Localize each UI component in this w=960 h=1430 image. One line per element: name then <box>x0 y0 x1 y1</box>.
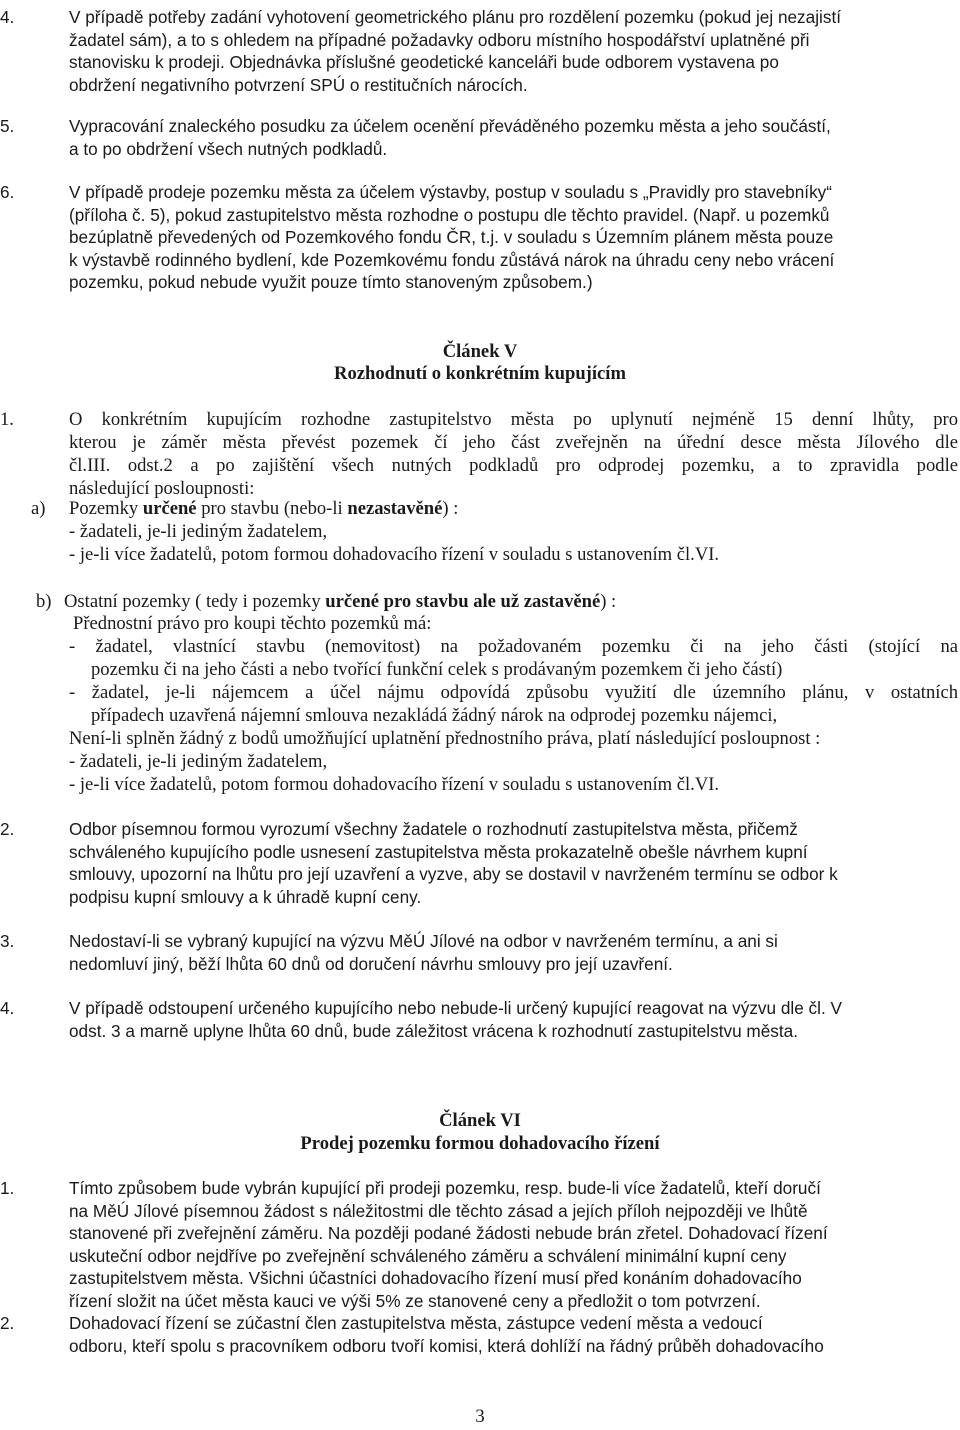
item-text <box>69 818 954 908</box>
text-line: Odbor písemnou formou vyrozumí všechny žadatele o rozhodnutí zastupitelstva města, přičemž <box>69 819 798 839</box>
text-line: čl.III. odst.2 a po zajištění všech nutných podkladů pro odprodej pozemku, a to zpravidla podle <box>69 455 958 476</box>
text-line: následující posloupnosti: <box>69 478 255 499</box>
fallback-dash-1: - žadateli, je-li jediným žadatelem, <box>69 751 328 772</box>
text-run-bold: určené <box>142 498 197 519</box>
text-line: a to po obdržení všech nutných podkladů. <box>69 138 388 159</box>
text-line: obdržení negativního potvrzení SPÚ o restitučních nárocích. <box>69 74 528 95</box>
text-line: odboru, kteří spolu s pracovníkem odboru tvoří komisi, která dohlíží na řádný průběh dohadovacího <box>69 1335 824 1356</box>
text-line: V případě prodeje pozemku města za účelem výstavby, postup v souladu s „Pravidly pro stavebníky“ <box>69 182 832 202</box>
item-text <box>69 1177 954 1313</box>
preference-intro: Přednostní právo pro koupi těchto pozemků má: <box>73 613 432 634</box>
text-line: - žadatel, je-li nájemcem a účel nájmu odpovídá způsobu využití dle územního plánu, v ostatních <box>69 682 958 703</box>
text-run-bold: nezastavěné <box>347 498 443 519</box>
subitem-b-text <box>64 590 616 613</box>
item-text <box>69 181 954 294</box>
item-number: 2. <box>0 819 15 839</box>
text-line: schváleného kupujícího podle usnesení zastupitelstva města prokazatelně obešle návrhem kupní <box>69 841 808 862</box>
text-line: (příloha č. 5), pokud zastupitelstvo města rozhodne o postupu dle těchto pravidel. (Např. u pozemků <box>69 204 830 225</box>
item-number: 1. <box>0 1178 15 1198</box>
article-5-title: Článek V <box>442 341 518 362</box>
text-line: uskuteční odbor nejdříve po zveřejnění schváleného záměru a schválení minimální kupní ceny <box>69 1245 787 1266</box>
text-run-bold: určené pro stavbu ale už zastavěné <box>325 591 601 612</box>
text-run: Ostatní pozemky ( tedy i pozemky <box>64 591 326 612</box>
text-line: Vypracování znaleckého posudku za účelem ocenění převáděného pozemku města a jeho součástí, <box>69 116 831 136</box>
text-line: bezúplatně převedených od Pozemkového fondu ČR, t.j. v souladu s Územním plánem města pouze <box>69 227 834 248</box>
subitem-a-dash-1: - žadateli, je-li jediným žadatelem, <box>69 521 328 542</box>
item-text <box>69 1312 954 1357</box>
fallback-dash-2: - je-li více žadatelů, potom formou dohadovacího řízení v souladu s ustanovením čl.VI. <box>69 774 720 795</box>
item-text <box>69 115 954 160</box>
subitem-b-label: b) <box>36 591 52 612</box>
text-line: Tímto způsobem bude vybrán kupující při prodeji pozemku, resp. bude-li více žadatelů, kteří doručí <box>69 1178 821 1198</box>
page-number: 3 <box>475 1406 485 1427</box>
text-line: stanovisku k prodeji. Objednávka příslušné geodetické kanceláři bude odborem vystavena po <box>69 52 779 73</box>
text-run: Pozemky <box>69 498 143 519</box>
text-line: k výstavbě rodinného bydlení, kde Pozemkovému fondu zůstává nárok na úhradu ceny nebo vrácení <box>69 249 835 270</box>
text-line: žadatel sám), a to s ohledem na případné požadavky odboru místního hospodářství uplatněné při <box>69 29 810 50</box>
subitem-a-text <box>69 497 458 520</box>
text-line: stanovené při zveřejnění záměru. Na později podané žádosti nebude brán zřetel. Dohadovací řízení <box>69 1223 828 1244</box>
item-number: 6. <box>0 182 15 202</box>
article-6-title: Článek VI <box>439 1110 521 1131</box>
item-number: 4. <box>0 7 15 27</box>
text-line: odst. 3 a marně uplyne lhůta 60 dnů, bude záležitost vrácena k rozhodnutí zastupitelstvu města. <box>69 1020 798 1041</box>
article-6-subtitle: Prodej pozemku formou dohadovacího řízení <box>300 1133 660 1154</box>
item-text <box>69 6 954 96</box>
item-number: 2. <box>0 1313 15 1333</box>
item-number: 4. <box>0 998 15 1018</box>
text-line: kterou je záměr města převést pozemek čí jeho část zveřejněn na úřední desce města Jílového dle <box>69 432 958 453</box>
text-line: pozemku, pokud nebude využit pouze tímto stanoveným způsobem.) <box>69 272 593 293</box>
preference-2 <box>69 681 958 704</box>
subitem-a-label: a) <box>31 498 46 519</box>
text-line: nedomluví jiný, běží lhůta 60 dnů od doručení návrhu smlouvy pro její uzavření. <box>69 953 673 974</box>
article-5-subtitle: Rozhodnutí o konkrétním kupujícím <box>334 363 626 384</box>
text-line: smlouvy, upozorní na lhůtu pro její uzavření a vyzve, aby se dostavil v navrženém termínu se odbor k <box>69 864 838 885</box>
item-number: 1. <box>0 409 14 430</box>
item-number: 3. <box>0 931 15 951</box>
text-run: pro stavbu (nebo-li <box>196 498 348 519</box>
text-line: řízení složit na účet města kauci ve výši 5% ze stanovené ceny a předložit o tom potvrzení. <box>69 1290 761 1311</box>
text-line: Dohadovací řízení se zúčastní člen zastupitelstva města, zástupce vedení města a vedoucí <box>69 1313 763 1333</box>
item-text <box>69 408 958 500</box>
item-text <box>69 930 954 975</box>
text-line: zastupitelstvem města. Všichni účastníci dohadovacího řízení musí před konáním dohadovacího <box>69 1268 802 1289</box>
preference-1-cont: pozemku či na jeho části a nebo tvořící funkční celek s prodávaným pozemkem či jeho částí) <box>91 659 783 680</box>
text-run: ) : <box>442 498 459 519</box>
text-line: na MěÚ Jílové písemnou žádost s náležitostmi dle těchto zásad a jejích příloh nejpozději ve lhůtě <box>69 1200 808 1221</box>
text-line: O konkrétním kupujícím rozhodne zastupitelstvo města po uplynutí nejméně 15 denní lhůty, pro <box>69 409 958 430</box>
text-line: V případě potřeby zadání vyhotovení geometrického plánu pro rozdělení pozemku (pokud jej nezajistí <box>69 7 841 27</box>
text-line: podpisu kupní smlouvy a k úhradě kupní ceny. <box>69 886 422 907</box>
item-text <box>69 997 954 1042</box>
preference-1 <box>69 635 958 658</box>
text-line: V případě odstoupení určeného kupujícího nebo nebude-li určený kupující reagovat na výzvu dle čl. V <box>69 998 842 1018</box>
fallback-condition: Není-li splněn žádný z bodů umožňující uplatnění přednostního práva, platí následující posloupnost : <box>69 728 821 749</box>
text-run: ) : <box>600 591 617 612</box>
text-line: Nedostaví-li se vybraný kupující na výzvu MěÚ Jílové na odbor v navrženém termínu, a ani si <box>69 931 778 951</box>
subitem-a-dash-2: - je-li více žadatelů, potom formou dohadovacího řízení v souladu s ustanovením čl.VI. <box>69 544 720 565</box>
text-line: - žadatel, vlastnící stavbu (nemovitost) na požadovaném pozemku či na jeho části (stojící na <box>69 636 958 657</box>
preference-2-cont: případech uzavřená nájemní smlouva nezakládá žádný nárok na odprodej pozemku nájemci, <box>91 705 778 726</box>
item-number: 5. <box>0 116 15 136</box>
